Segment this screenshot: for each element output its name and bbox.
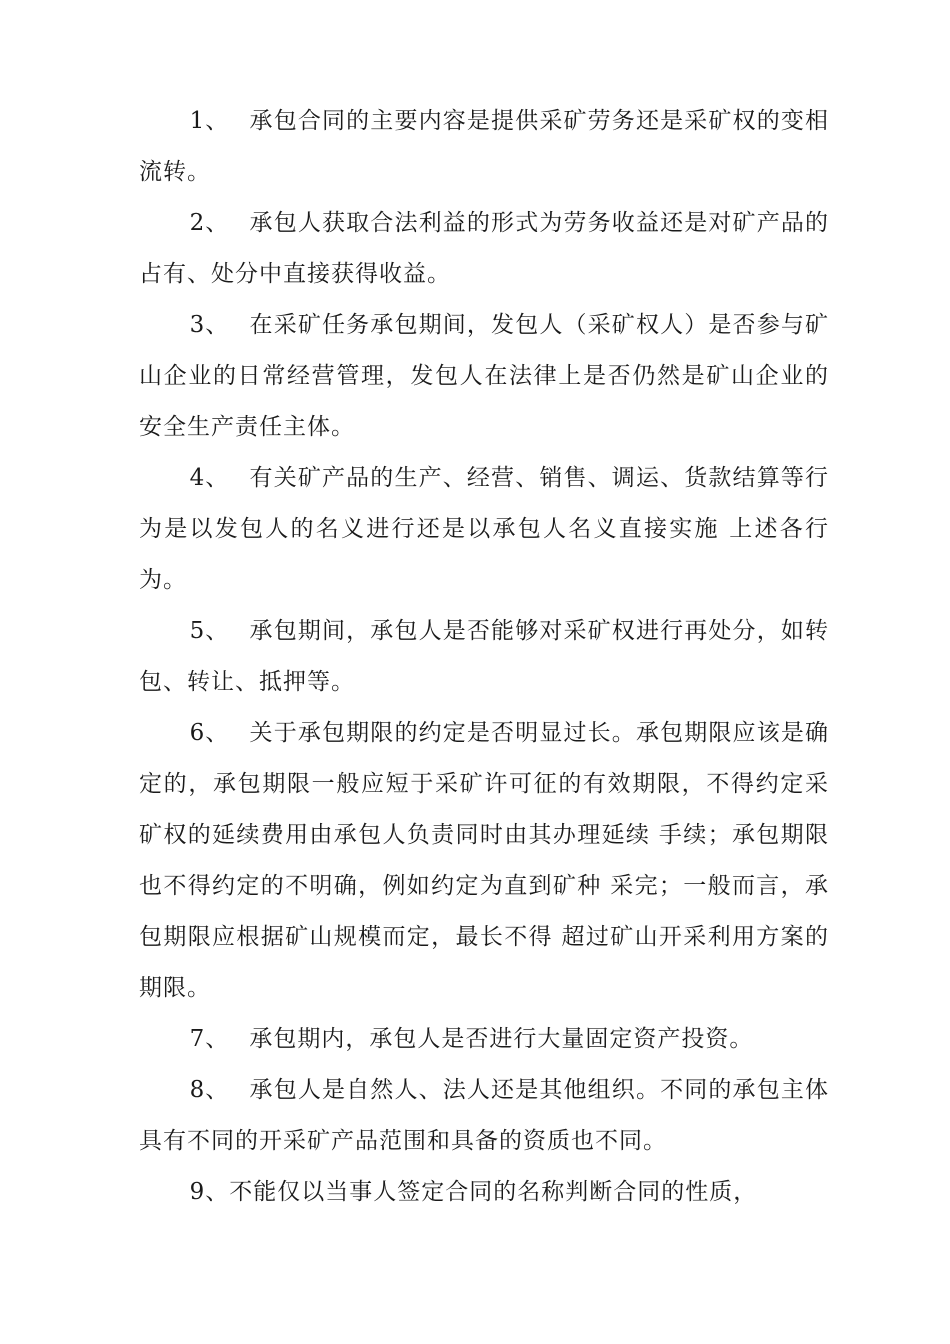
item-text: 承包人是自然人、法人还是其他组织。不同的承包主体具有不同的开采矿产品范围和具备的资质也不同。 — [139, 1077, 829, 1154]
item-text: 关于承包期限的约定是否明显过长。承包期限应该是确定的，承包期限一般应短于采矿许可征的有效期限，不得约定采矿权的延续费用由承包人负责同时由其办理延续 手续；承包期限也不得约定的不明确，例如约定为直到矿种 采完；一般而言，承包期限应根据矿山规模而定，最长不得 超过矿山开采利用方案的期限。 — [139, 720, 829, 1001]
item-text: 有关矿产品的生产、经营、销售、调运、货款结算等行为是以发包人的名义进行还是以承包人名义直接实施 上述各行为。 — [139, 465, 829, 593]
list-item — [139, 1014, 829, 1065]
item-number: 3、 — [189, 312, 230, 338]
item-text: 在采矿任务承包期间，发包人（采矿权人）是否参与矿山企业的日常经营管理，发包人在法律上是否仍然是矿山企业的安全生产责任主体。 — [139, 312, 829, 440]
item-text: 承包期间，承包人是否能够对采矿权进行再处分，如转包、转让、抵押等。 — [139, 618, 829, 695]
item-text: 不能仅以当事人签定合同的名称判断合同的性质， — [229, 1179, 758, 1205]
item-number: 2、 — [189, 210, 230, 236]
item-number: 6、 — [189, 720, 230, 746]
list-item — [139, 198, 829, 300]
list-item — [139, 300, 829, 453]
item-number: 8、 — [189, 1077, 230, 1103]
document-body — [139, 96, 829, 1218]
list-item — [139, 96, 829, 198]
item-number: 4、 — [189, 465, 230, 491]
item-text: 承包期内，承包人是否进行大量固定资产投资。 — [249, 1026, 754, 1052]
item-text: 承包人获取合法利益的形式为劳务收益还是对矿产品的占有、处分中直接获得收益。 — [139, 210, 829, 287]
list-item — [139, 1065, 829, 1167]
list-item — [139, 708, 829, 1014]
list-item — [139, 453, 829, 606]
list-item — [139, 1167, 829, 1218]
item-number: 7、 — [189, 1026, 230, 1052]
item-text: 承包合同的主要内容是提供采矿劳务还是采矿权的变相流转。 — [139, 108, 829, 185]
item-number: 5、 — [189, 618, 230, 644]
list-item — [139, 606, 829, 708]
item-number: 1、 — [189, 108, 230, 134]
item-number: 9、 — [189, 1179, 230, 1205]
